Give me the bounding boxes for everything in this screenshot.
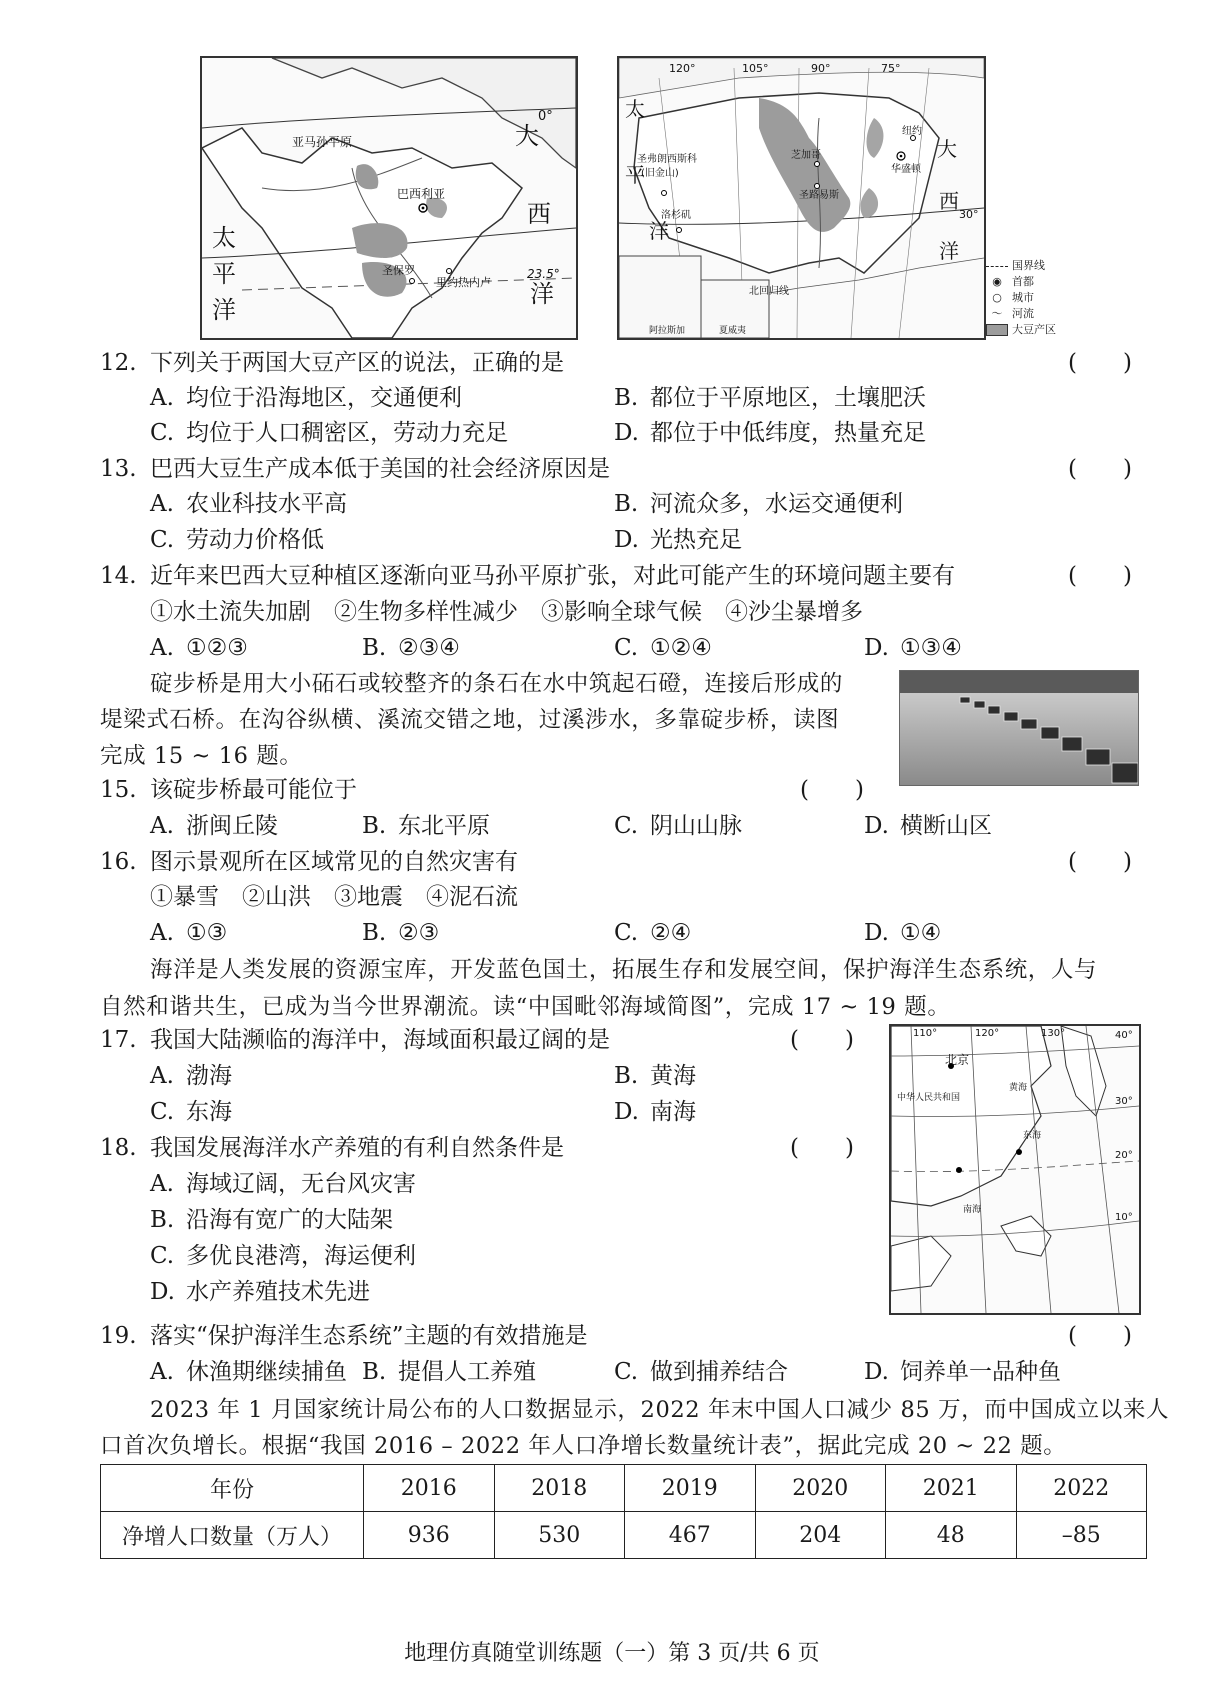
q18-number: 18.	[100, 1135, 137, 1161]
q13-option-a[interactable]	[150, 489, 347, 519]
q12-number: 12.	[100, 350, 137, 376]
intro-17-line-1: 海洋是人类发展的资源宝库，开发蓝色国土，拓展生存和发展空间，保护海洋生态系统，人与	[150, 957, 1098, 983]
sea-lon-120-label: 120°	[975, 1028, 1000, 1039]
q12-option-d[interactable]	[614, 418, 926, 448]
legend-capital: ◉ 首都	[992, 275, 1034, 288]
option-key: A.	[150, 491, 174, 517]
sea-lat-30-label: 30°	[1115, 1096, 1133, 1107]
table-year-cell: 2021	[886, 1465, 1017, 1512]
q17-stem	[100, 1025, 610, 1055]
option-text: 东北平原	[398, 813, 490, 839]
atlantic-char-3: 洋	[530, 280, 554, 308]
q18-option-c[interactable]	[150, 1241, 416, 1271]
us-pacific-char-3: 洋	[649, 219, 669, 243]
pacific-char-3: 洋	[212, 296, 236, 324]
table-year-cell: 2022	[1016, 1465, 1147, 1512]
q14-option-d[interactable]	[864, 633, 962, 663]
q17-option-b[interactable]	[614, 1061, 696, 1091]
q17-option-c[interactable]	[150, 1097, 232, 1127]
rio-label: 里约热内卢	[436, 276, 491, 289]
brazil-map-graphic	[202, 58, 576, 338]
china-sea-map	[889, 1024, 1141, 1315]
table-row-label: 净增人口数量（万人）	[101, 1512, 364, 1559]
washington-label: 华盛顿	[891, 164, 921, 175]
hawaii-label: 夏威夷	[719, 326, 747, 336]
option-key: D.	[150, 1279, 175, 1305]
legend-city-label: 城市	[1012, 291, 1034, 304]
q14-option-a[interactable]	[150, 633, 248, 663]
la-label: 洛杉矶	[661, 210, 691, 221]
us-atlantic-char-3: 洋	[939, 239, 959, 263]
amazon-label: 亚马孙平原	[292, 135, 353, 149]
q19-stem	[100, 1321, 588, 1351]
q13-text: 巴西大豆生产成本低于美国的社会经济原因是	[150, 456, 610, 482]
option-key: A.	[150, 1171, 174, 1197]
q12-answer-blank[interactable]: ( )	[1068, 350, 1132, 376]
q12-option-c[interactable]	[150, 418, 508, 448]
option-text: 沿海有宽广的大陆架	[186, 1207, 393, 1233]
q19-option-b[interactable]	[362, 1357, 536, 1387]
option-key: C.	[150, 1099, 175, 1125]
q18-text: 我国发展海洋水产养殖的有利自然条件是	[150, 1135, 564, 1161]
q13-stem	[100, 454, 610, 484]
q17-option-a[interactable]	[150, 1061, 232, 1091]
chicago-label: 芝加哥	[791, 150, 821, 161]
saopaulo-label: 圣保罗	[382, 264, 415, 277]
q16-stem	[100, 847, 518, 877]
q14-answer-blank[interactable]: ( )	[1068, 563, 1132, 589]
us-atlantic-char-1: 大	[937, 137, 957, 161]
table-year-cell: 2016	[364, 1465, 495, 1512]
q16-answer-blank[interactable]: ( )	[1068, 849, 1132, 875]
q13-option-d[interactable]	[614, 525, 742, 555]
q16-number: 16.	[100, 849, 137, 875]
table-value-cell: 530	[494, 1512, 625, 1559]
sea-lat-20-label: 20°	[1115, 1150, 1133, 1161]
huanghai-label: 黄海	[1009, 1083, 1028, 1093]
option-text: 多优良港湾，海运便利	[186, 1243, 416, 1269]
option-key: A.	[150, 1359, 174, 1385]
q15-option-a[interactable]	[150, 811, 278, 841]
option-key: C.	[150, 420, 175, 446]
table-year-cell: 2020	[755, 1465, 886, 1512]
intro-20-line-1: 2023 年 1 月国家统计局公布的人口数据显示，2022 年末中国人口减少 85 万，而中国成立以来人	[150, 1397, 1170, 1423]
sea-lat-10-label: 10°	[1115, 1212, 1133, 1223]
option-key: B.	[614, 491, 639, 517]
q16-option-c[interactable]	[614, 918, 691, 948]
q14-items: ①水土流失加剧 ②生物多样性减少 ③影响全球气候 ④沙尘暴增多	[150, 599, 863, 625]
option-key: B.	[362, 635, 387, 661]
brazil-map	[200, 56, 578, 340]
china-sea-map-graphic	[891, 1026, 1139, 1313]
newyork-label: 纽约	[902, 126, 922, 137]
option-text: ②④	[650, 920, 692, 946]
table-year-cell: 2018	[494, 1465, 625, 1512]
option-text: ①②④	[650, 635, 712, 661]
pacific-char-1: 太	[212, 224, 236, 252]
q16-text: 图示景观所在区域常见的自然灾害有	[150, 849, 518, 875]
legend-river-label: 河流	[1012, 307, 1034, 320]
option-key: A.	[150, 920, 174, 946]
option-text: ②③	[398, 920, 440, 946]
table-head-label: 年份	[101, 1465, 364, 1512]
option-key: A.	[150, 813, 174, 839]
q17-option-d[interactable]	[614, 1097, 696, 1127]
option-key: C.	[614, 813, 639, 839]
page-footer: 地理仿真随堂训练题（一）第 3 页/共 6 页	[404, 1641, 820, 1666]
q18-option-b[interactable]	[150, 1205, 393, 1235]
q14-text: 近年来巴西大豆种植区逐渐向亚马孙平原扩张，对此可能产生的环境问题主要有	[150, 563, 955, 589]
option-key: C.	[614, 1359, 639, 1385]
table-year-cell: 2019	[625, 1465, 756, 1512]
legend-capital-label: 首都	[1012, 275, 1034, 288]
option-key: A.	[150, 385, 174, 411]
alaska-label: 阿拉斯加	[649, 326, 686, 336]
nanhai-label: 南海	[963, 1205, 982, 1215]
q17-answer-blank[interactable]: ( )	[790, 1027, 854, 1053]
option-text: 海域辽阔，无台风灾害	[186, 1171, 416, 1197]
tropic-label: 23.5°	[527, 267, 560, 281]
q17-number: 17.	[100, 1027, 137, 1053]
option-text: 阴山山脉	[650, 813, 742, 839]
map-legend	[986, 258, 1076, 338]
legend-border	[986, 258, 1076, 274]
q18-answer-blank[interactable]: ( )	[790, 1135, 854, 1161]
table-value-cell: 936	[364, 1512, 495, 1559]
table-value-cell: 204	[755, 1512, 886, 1559]
legend-soybean-label: 大豆产区	[1012, 323, 1056, 336]
q18-stem	[100, 1133, 564, 1163]
stlouis-label: 圣路易斯	[799, 190, 839, 201]
lon-75-label: 75°	[881, 62, 901, 75]
option-text: 均位于人口稠密区，劳动力充足	[186, 420, 508, 446]
lon-105-label: 105°	[742, 62, 769, 75]
option-key: B.	[362, 1359, 387, 1385]
option-key: C.	[614, 635, 639, 661]
q13-option-c[interactable]	[150, 525, 324, 555]
q19-option-c[interactable]	[614, 1357, 788, 1387]
option-text: 光热充足	[650, 527, 742, 553]
option-key: A.	[150, 1063, 174, 1089]
us-atlantic-char-2: 西	[939, 189, 959, 213]
q19-option-a[interactable]	[150, 1357, 347, 1387]
option-key: B.	[362, 813, 387, 839]
intro-15-line-1: 碇步桥是用大小砳石或较整齐的条石在水中筑起石磴，连接后形成的	[150, 671, 844, 697]
q18-option-d[interactable]	[150, 1277, 370, 1307]
q13-option-b[interactable]	[614, 489, 903, 519]
sf-alt-label: (旧金山)	[641, 168, 679, 179]
q16-option-b[interactable]	[362, 918, 439, 948]
option-key: D.	[864, 920, 889, 946]
option-text: ①③④	[900, 635, 962, 661]
option-text: ①②③	[186, 635, 248, 661]
q15-option-c[interactable]	[614, 811, 742, 841]
option-text: 水产养殖技术先进	[186, 1279, 370, 1305]
q16-items: ①暴雪 ②山洪 ③地震 ④泥石流	[150, 884, 518, 910]
q15-option-b[interactable]	[362, 811, 490, 841]
option-text: 都位于平原地区，土壤肥沃	[650, 385, 926, 411]
table-value-cell: 467	[625, 1512, 756, 1559]
tropic-cancer-label: 北回归线	[749, 286, 789, 297]
q15-stem	[100, 775, 357, 805]
sea-lat-40-label: 40°	[1115, 1030, 1133, 1041]
q15-text: 该碇步桥最可能位于	[150, 777, 357, 803]
option-key: B.	[614, 385, 639, 411]
prc-label: 中华人民共和国	[897, 1093, 961, 1103]
q12-stem	[100, 348, 564, 378]
equator-label: 0°	[538, 109, 553, 124]
intro-20-line-2: 口首次负增长。根据“我国 2016 – 2022 年人口净增长数量统计表”，据此完成 20 ~ 22 题。	[100, 1433, 1067, 1459]
table-value-cell: –85	[1016, 1512, 1147, 1559]
q19-text: 落实“保护海洋生态系统”主题的有效措施是	[150, 1323, 588, 1349]
q19-answer-blank[interactable]: ( )	[1068, 1323, 1132, 1349]
intro-15-line-2: 堤梁式石桥。在沟谷纵横、溪流交错之地，过溪涉水，多靠碇步桥，读图	[100, 707, 840, 733]
option-text: 渤海	[186, 1063, 232, 1089]
sea-lon-110-label: 110°	[913, 1028, 938, 1039]
us-pacific-char-1: 太	[625, 97, 645, 121]
table-row	[101, 1465, 1147, 1512]
option-key: D.	[864, 813, 889, 839]
q17-text: 我国大陆濒临的海洋中，海域面积最辽阔的是	[150, 1027, 610, 1053]
q12-text: 下列关于两国大豆产区的说法，正确的是	[150, 350, 564, 376]
option-text: 南海	[650, 1099, 696, 1125]
lat-30-label: 30°	[959, 208, 979, 221]
option-key: D.	[614, 420, 639, 446]
option-key: D.	[864, 1359, 889, 1385]
option-key: B.	[362, 920, 387, 946]
atlantic-char-2: 西	[527, 200, 551, 228]
sf-label: 圣弗朗西斯科	[637, 154, 697, 165]
table-row	[101, 1512, 1147, 1559]
q12-option-a[interactable]	[150, 383, 462, 413]
option-text: 黄海	[650, 1063, 696, 1089]
beijing-label: 北京	[945, 1053, 970, 1067]
usa-map-graphic	[619, 58, 984, 338]
sea-lon-130-label: 130°	[1041, 1028, 1066, 1039]
population-growth-table	[100, 1464, 1147, 1559]
q14-stem	[100, 561, 955, 591]
q19-number: 19.	[100, 1323, 137, 1349]
option-text: 东海	[186, 1099, 232, 1125]
brasilia-label: 巴西利亚	[397, 187, 446, 201]
q19-option-d[interactable]	[864, 1357, 1061, 1387]
legend-river: 〜 河流	[991, 307, 1034, 320]
usa-map	[617, 56, 986, 340]
q15-answer-blank[interactable]: ( )	[800, 777, 864, 803]
option-text: ①③	[186, 920, 228, 946]
option-key: D.	[614, 527, 639, 553]
q13-number: 13.	[100, 456, 137, 482]
option-text: 饲养单一品种鱼	[900, 1359, 1061, 1385]
option-key: B.	[150, 1207, 175, 1233]
option-text: ②③④	[398, 635, 460, 661]
atlantic-char-1: 大	[515, 122, 539, 150]
option-text: 浙闽丘陵	[186, 813, 278, 839]
lon-120-label: 120°	[669, 62, 696, 75]
option-text: 均位于沿海地区，交通便利	[186, 385, 462, 411]
q14-option-c[interactable]	[614, 633, 712, 663]
q12-option-b[interactable]	[614, 383, 926, 413]
bridge-photo-graphic	[900, 671, 1138, 785]
option-key: C.	[150, 527, 175, 553]
option-text: 农业科技水平高	[186, 491, 347, 517]
legend-border-label: 国界线	[1012, 259, 1045, 272]
q14-option-b[interactable]	[362, 633, 460, 663]
option-text: 都位于中低纬度，热量充足	[650, 420, 926, 446]
q16-option-d[interactable]	[864, 918, 941, 948]
donghai-label: 东海	[1023, 1131, 1042, 1141]
q16-option-a[interactable]	[150, 918, 227, 948]
intro-17-line-2: 自然和谐共生，已成为当今世界潮流。读“中国毗邻海域简图”，完成 17 ~ 19 题。	[100, 994, 951, 1020]
option-key: D.	[614, 1099, 639, 1125]
q15-option-d[interactable]	[864, 811, 992, 841]
us-pacific-char-2: 平	[625, 163, 645, 187]
stepping-stone-bridge-photo	[899, 670, 1139, 786]
lon-90-label: 90°	[811, 62, 831, 75]
option-text: 做到捕养结合	[650, 1359, 788, 1385]
option-text: 提倡人工养殖	[398, 1359, 536, 1385]
pacific-char-2: 平	[212, 260, 236, 288]
intro-15-line-3: 完成 15 ~ 16 题。	[100, 743, 303, 769]
legend-city: ○ 城市	[992, 291, 1034, 304]
q18-option-a[interactable]	[150, 1169, 416, 1199]
option-key: A.	[150, 635, 174, 661]
option-key: B.	[614, 1063, 639, 1089]
option-text: 横断山区	[900, 813, 992, 839]
q15-number: 15.	[100, 777, 137, 803]
option-text: 河流众多，水运交通便利	[650, 491, 903, 517]
q13-answer-blank[interactable]: ( )	[1068, 456, 1132, 482]
option-text: 休渔期继续捕鱼	[186, 1359, 347, 1385]
q14-number: 14.	[100, 563, 137, 589]
option-key: C.	[150, 1243, 175, 1269]
option-key: C.	[614, 920, 639, 946]
option-text: 劳动力价格低	[186, 527, 324, 553]
table-value-cell: 48	[886, 1512, 1017, 1559]
legend-soybean	[986, 322, 1076, 338]
option-text: ①④	[900, 920, 942, 946]
option-key: D.	[864, 635, 889, 661]
